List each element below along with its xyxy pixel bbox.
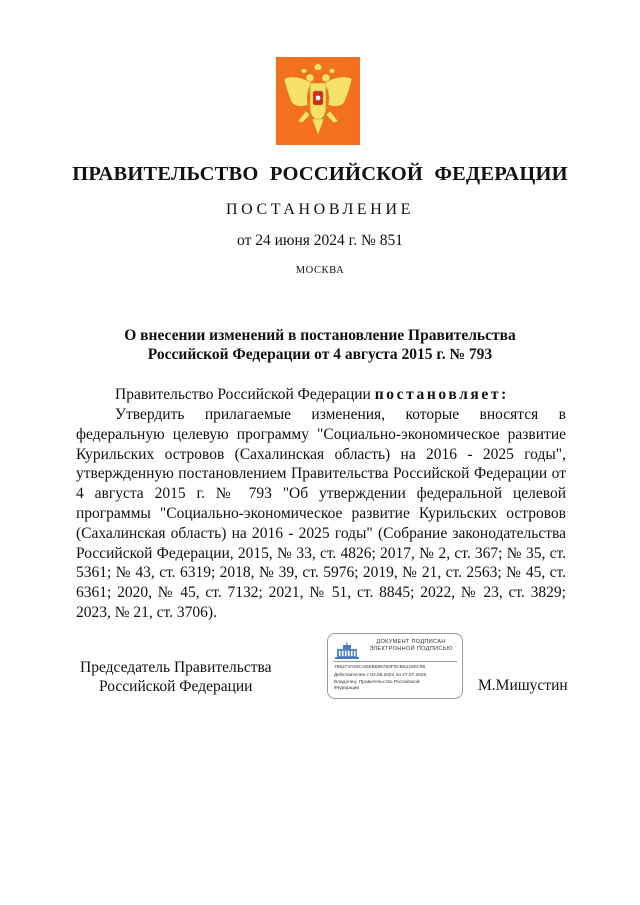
- government-name: ПРАВИТЕЛЬСТВО РОССИЙСКОЙ ФЕДЕРАЦИИ: [72, 163, 568, 185]
- document-title-line-2: Российской Федерации от 4 августа 2015 г. № 793: [147, 346, 493, 363]
- signatory-name: М.Мишустин: [478, 677, 568, 694]
- document-title-line-1: О внесении изменений в постановление Правительства: [124, 327, 516, 344]
- stamp-title-line-2: ЭЛЕКТРОННОЙ ПОДПИСЬЮ: [369, 646, 453, 652]
- resolution-intro-text: Правительство Российской Федерации: [115, 386, 375, 403]
- resolution-keyword: постановляет:: [374, 386, 509, 403]
- resolution-intro: [76, 385, 566, 405]
- document-city: МОСКВА: [295, 265, 345, 276]
- document-type: ПОСТАНОВЛЕНИЕ: [226, 201, 414, 218]
- government-building-icon: [334, 642, 360, 660]
- stamp-divider: [333, 661, 457, 662]
- stamp-certificate: 788274A93CAEEB596783F0CB61250C86: [334, 665, 426, 670]
- electronic-signature-stamp: [327, 633, 463, 699]
- resolution-paragraph: Утвердить прилагаемые изменения, которые вносятся в федеральную целевую программу "Социально-экономическое развитие Курильских островов (Сахалинская область) на 2016 - 2025 годы", утвержденную постановлением Правительства Российской Федерации от 4 августа 2015 г. № 793 "Об утверждении федеральной целевой программы "Социально-экономическое развитие Курильских островов (Сахалинская область) на 2016 - 2025 годы" (Собрание законодательства Российской Федерации, 2015, № 33, ст. 4826; 2017, № 2, ст. 367; № 35, ст. 5361; № 43, ст. 6319; 2018, № 39, ст. 5976; 2019, № 21, ст. 2563; № 45, ст. 6361; 2020, № 45, ст. 7132; 2021, № 51, ст. 8845; 2022, № 23, ст. 3829; 2023, № 21, ст. 3706).: [76, 406, 566, 621]
- stamp-owner-line-1: Владелец: Правительство Российской: [334, 680, 420, 685]
- stamp-title: [360, 639, 462, 653]
- stamp-title-line-1: ДОКУМЕНТ ПОДПИСАН: [376, 639, 446, 645]
- stamp-validity: Действителен с 03.05.2024 по 27.07.2025: [334, 673, 427, 678]
- signatory-position: [80, 658, 272, 696]
- coat-of-arms-emblem: [276, 57, 360, 145]
- document-date-number: от 24 июня 2024 г. № 851: [237, 232, 403, 249]
- document-title: [0, 326, 640, 364]
- signatory-position-line-2: Российской Федерации: [99, 678, 253, 695]
- stamp-owner-line-2: Федерации: [334, 686, 360, 691]
- signatory-position-line-1: Председатель Правительства: [80, 659, 272, 676]
